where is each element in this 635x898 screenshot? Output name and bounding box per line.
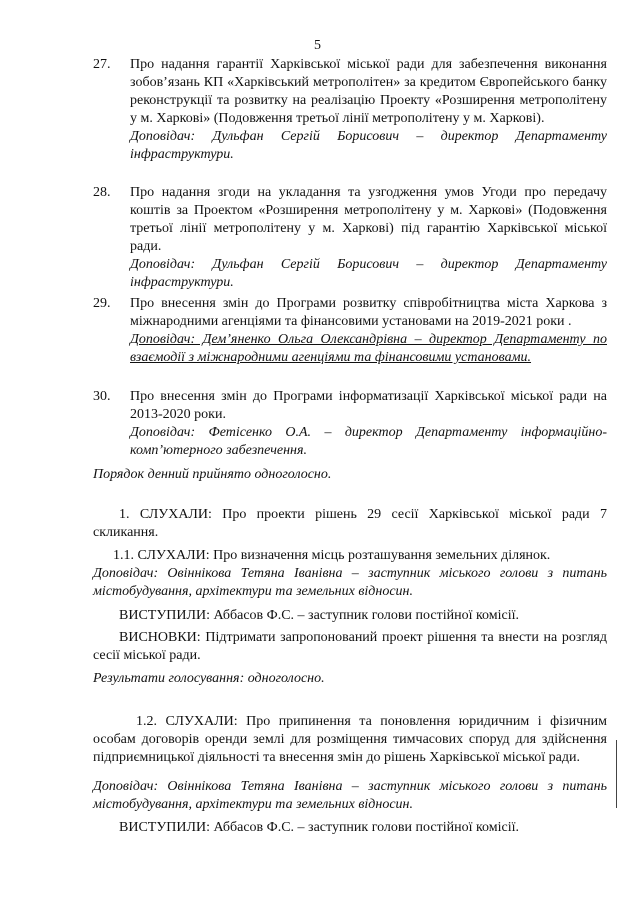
agenda-item-text: Про внесення змін до Програми розвитку співробітництва міста Харкова з міжнародними агенціями та фінансовими установами на 2019-2021 роки . bbox=[130, 296, 607, 329]
page-number: 5 bbox=[314, 38, 321, 53]
section-1-heard: 1. СЛУХАЛИ: Про проекти рішень 29 сесії Харківської міської ради 7 скликання. bbox=[93, 507, 607, 540]
agenda-item-29 bbox=[93, 295, 607, 367]
agenda-item-number: 28. bbox=[93, 185, 111, 200]
agenda-item-speaker: Доповідач: Фетісенко О.А. – директор Департаменту інформаційно-комп’ютерного забезпечення. bbox=[130, 425, 607, 458]
agenda-item-text: Про надання згоди на укладання та узгодження умов Угоди про передачу коштів за Проектом «Розширення метрополітену у м. Харкові» (Подовження третьої лінії метрополітену у м. Харкові) під гарантію Харківської міської ради. bbox=[130, 185, 607, 254]
section-1-1-spoke: ВИСТУПИЛИ: Аббасов Ф.С. – заступник голови постійної комісії. bbox=[119, 608, 520, 623]
agenda-item-number: 30. bbox=[93, 389, 111, 404]
section-1-1-conclusions: ВИСНОВКИ: Підтримати запропонований проект рішення та внести на розгляд сесії міської ради. bbox=[93, 630, 607, 663]
page-edge-mark bbox=[616, 740, 617, 808]
section-1-1-vote: Результати голосування: одноголосно. bbox=[93, 671, 325, 686]
section-1-1-speaker: Доповідач: Овіннікова Тетяна Іванівна – заступник міського голови з питань містобудування, архітектури та земельних відносин. bbox=[93, 566, 607, 599]
agenda-item-number: 29. bbox=[93, 296, 111, 311]
section-1-2-heard: 1.2. СЛУХАЛИ: Про припинення та поновлення юридичним і фізичним особам договорів оренди землі для розміщення тимчасових споруд для здійснення підприємницької діяльності та внесення змін до рішень Харківської міської ради. bbox=[93, 714, 607, 765]
agenda-item-number: 27. bbox=[93, 57, 111, 72]
agenda-item-text: Про внесення змін до Програми інформатизації Харківської міської ради на 2013-2020 роки. bbox=[130, 389, 607, 422]
agenda-item-speaker: Доповідач: Дульфан Сергій Борисович – директор Департаменту інфраструктури. bbox=[130, 129, 607, 162]
agenda-item-speaker: Доповідач: Дульфан Сергій Борисович – директор Департаменту інфраструктури. bbox=[130, 257, 607, 290]
agenda-item-28 bbox=[93, 184, 607, 292]
section-1-2-spoke: ВИСТУПИЛИ: Аббасов Ф.С. – заступник голови постійної комісії. bbox=[119, 820, 520, 835]
agenda-adopted: Порядок денний прийнято одноголосно. bbox=[93, 467, 332, 482]
section-1-1-heard: 1.1. СЛУХАЛИ: Про визначення місць розташування земельних ділянок. bbox=[113, 548, 551, 563]
agenda-item-speaker: Доповідач: Дем’яненко Ольга Олександрівна – директор Департаменту по взаємодії з міжнародними агенціями та фінансовими установами. bbox=[130, 332, 607, 365]
agenda-item-30 bbox=[93, 388, 607, 460]
agenda-item-text: Про надання гарантії Харківської міської ради для забезпечення виконання зобов’язань КП «Харківський метрополітен» за кредитом Європейського банку реконструкції та розвитку на реалізацію Проекту «Розширення метрополітену у м. Харкові» (Подовження третьої лінії метрополітену у м. Харкові). bbox=[130, 57, 607, 126]
section-1-2-speaker: Доповідач: Овіннікова Тетяна Іванівна – заступник міського голови з питань містобудування, архітектури та земельних відносин. bbox=[93, 779, 607, 812]
agenda-item-27 bbox=[93, 56, 607, 164]
